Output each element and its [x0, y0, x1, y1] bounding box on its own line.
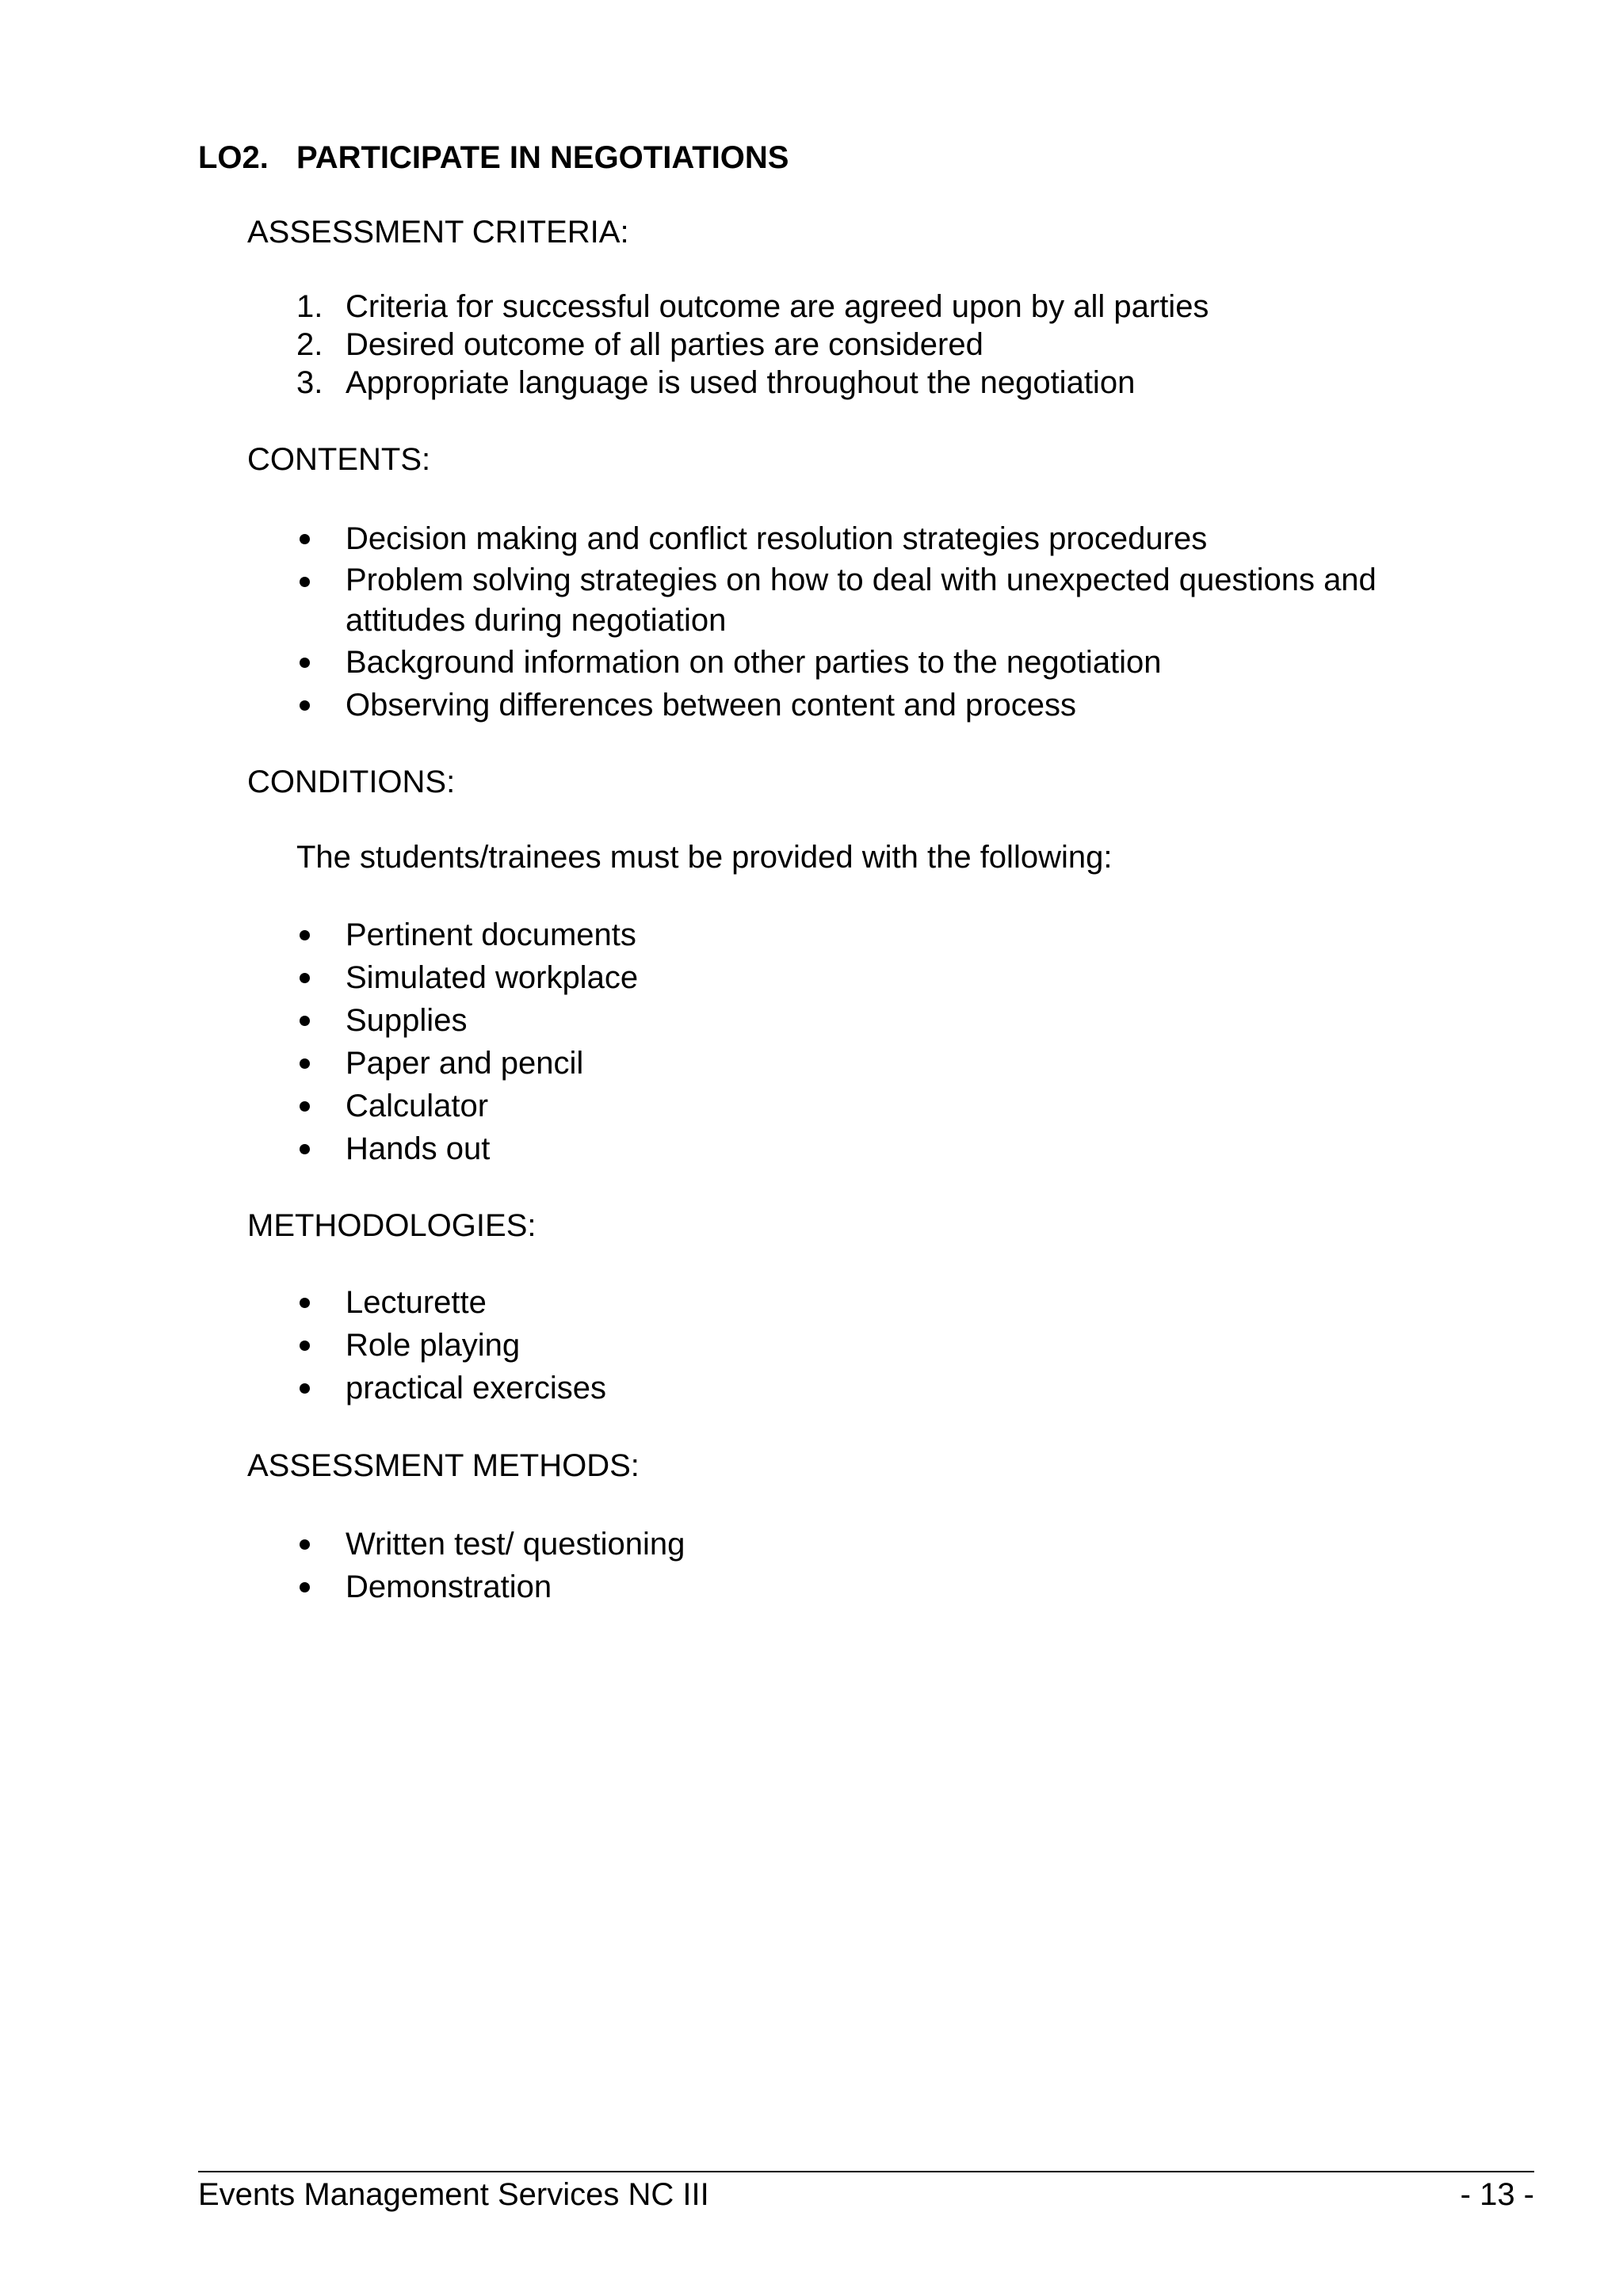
list-item-text: Appropriate language is used throughout the negotiation [346, 365, 1136, 400]
list-number: 1. [296, 289, 323, 324]
learning-outcome-number: LO2. [198, 140, 269, 175]
list-item-text: Observing differences between content and process [346, 688, 1077, 723]
contents-label: CONTENTS: [247, 442, 431, 477]
learning-outcome-heading [198, 136, 789, 179]
contents-list [296, 517, 1469, 727]
assessment-criteria-label: ASSESSMENT CRITERIA: [247, 215, 629, 250]
list-item-text: Problem solving strategies on how to deal with unexpected questions and attitudes during negotiation [346, 563, 1377, 638]
list-item-text: Criteria for successful outcome are agreed upon by all parties [346, 289, 1209, 324]
list-item [296, 288, 1469, 326]
list-item-text: Simulated workplace [346, 960, 639, 995]
assessment-criteria-list [296, 288, 1469, 402]
list-number: 2. [296, 327, 323, 362]
list-item [296, 999, 1469, 1042]
assessment-methods-list [296, 1523, 1469, 1608]
list-item [296, 1566, 1469, 1608]
assessment-methods-label: ASSESSMENT METHODS: [247, 1448, 640, 1483]
conditions-intro: The students/trainees must be provided with the following: [296, 840, 1113, 875]
list-item-text: Written test/ questioning [346, 1527, 685, 1562]
list-item-text: practical exercises [346, 1371, 607, 1405]
list-item [296, 326, 1469, 364]
list-item-text: Demonstration [346, 1569, 552, 1604]
list-item-text: Decision making and conflict resolution strategies procedures [346, 521, 1208, 556]
list-item-text: Calculator [346, 1089, 489, 1123]
list-item [296, 913, 1469, 956]
list-item [296, 1523, 1469, 1566]
list-item [296, 1324, 1469, 1367]
conditions-label: CONDITIONS: [247, 765, 456, 799]
list-item [296, 1042, 1469, 1085]
list-item [296, 684, 1469, 727]
list-item [296, 956, 1469, 999]
list-item [296, 1085, 1469, 1127]
list-item [296, 560, 1469, 641]
list-item-text: Pertinent documents [346, 917, 636, 952]
list-item-text: Role playing [346, 1328, 521, 1363]
list-item [296, 364, 1469, 402]
list-item [296, 641, 1469, 684]
footer-divider [198, 2171, 1534, 2172]
list-number: 3. [296, 365, 323, 400]
learning-outcome-title: PARTICIPATE IN NEGOTIATIONS [296, 140, 789, 175]
page-number: - 13 - [1460, 2177, 1534, 2212]
list-item [296, 1281, 1469, 1324]
list-item-text: Supplies [346, 1003, 468, 1038]
list-item [296, 517, 1469, 560]
list-item [296, 1367, 1469, 1409]
list-item-text: Lecturette [346, 1285, 487, 1320]
methodologies-list [296, 1281, 1469, 1409]
list-item-text: Background information on other parties to the negotiation [346, 645, 1162, 680]
conditions-list [296, 913, 1469, 1170]
methodologies-label: METHODOLOGIES: [247, 1208, 537, 1243]
footer-title: Events Management Services NC III [198, 2177, 709, 2212]
list-item-text: Desired outcome of all parties are considered [346, 327, 983, 362]
list-item [296, 1127, 1469, 1170]
list-item-text: Hands out [346, 1131, 491, 1166]
list-item-text: Paper and pencil [346, 1046, 584, 1081]
